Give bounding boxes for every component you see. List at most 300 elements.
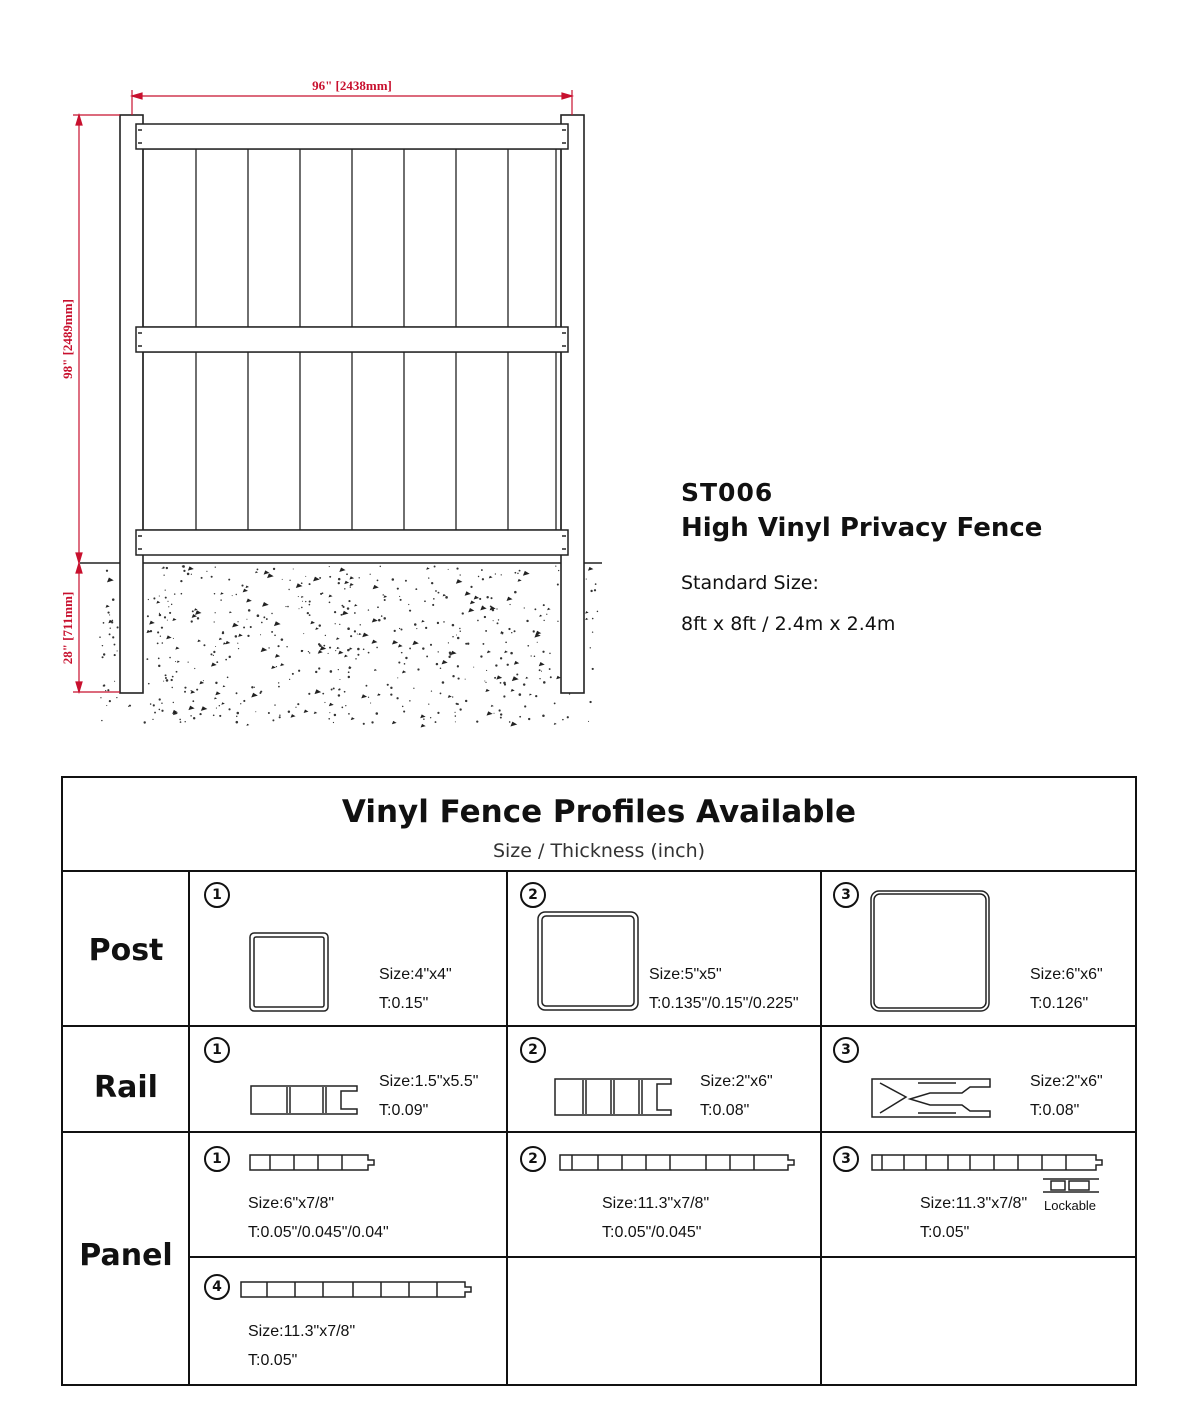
product-code: ST006 [681, 478, 774, 507]
gravel-speck [299, 608, 300, 609]
panel-3-spec [920, 1189, 1027, 1247]
gravel-speck [228, 579, 230, 581]
panel-3-thickness: T:0.05" [920, 1224, 970, 1241]
gravel-speck [197, 640, 201, 643]
gravel-speck [422, 647, 424, 649]
gravel-speck [529, 693, 532, 695]
gravel-speck [452, 696, 453, 697]
gravel-speck [392, 640, 398, 644]
rail-1-size: Size:1.5"x5.5" [379, 1073, 479, 1090]
gravel-speck [399, 628, 400, 629]
gravel-speck [414, 623, 417, 626]
gravel-speck [351, 717, 355, 720]
gravel-speck [549, 653, 550, 654]
gravel-speck [381, 615, 383, 617]
gravel-speck [465, 643, 467, 645]
gravel-speck [542, 715, 545, 718]
gravel-speck [107, 689, 109, 691]
gravel-speck [193, 717, 195, 719]
gravel-speck [554, 723, 557, 725]
gravel-speck [276, 666, 277, 667]
post-2-number: 2 [520, 882, 546, 908]
gravel-speck [172, 687, 173, 688]
gravel-speck [165, 590, 166, 591]
gravel-speck [274, 634, 276, 636]
gravel-speck [341, 707, 343, 709]
gravel-speck [595, 583, 597, 585]
gravel-speck [482, 578, 484, 580]
gravel-speck [232, 623, 239, 628]
gravel-speck [348, 671, 350, 673]
gravel-speck [307, 612, 309, 614]
gravel-speck [349, 667, 351, 669]
gravel-speck [500, 682, 502, 684]
gravel-speck [161, 703, 162, 704]
gravel-speck [199, 713, 201, 715]
gravel-speck [169, 612, 171, 614]
gravel-speck [219, 715, 221, 717]
gravel-speck [309, 600, 311, 602]
gravel-speck [227, 677, 229, 679]
gravel-speck [478, 576, 479, 577]
gravel-speck [328, 653, 329, 654]
gravel-speck [412, 641, 418, 646]
gravel-speck [597, 611, 599, 613]
gravel-speck [303, 633, 304, 634]
gravel-speck [255, 711, 256, 712]
gravel-speck [288, 589, 289, 590]
gravel-speck [286, 646, 287, 647]
gravel-speck [457, 665, 459, 667]
gravel-speck [338, 689, 339, 690]
gravel-speck [163, 681, 164, 682]
gravel-speck [416, 628, 417, 629]
gravel-speck [274, 621, 281, 626]
gravel-speck [590, 647, 591, 648]
gravel-speck [409, 648, 411, 650]
gravel-speck [338, 651, 343, 655]
post-3-thickness: T:0.126" [1030, 995, 1089, 1012]
gravel-speck [152, 719, 153, 720]
gravel-speck [452, 675, 454, 677]
gravel-speck [105, 690, 106, 691]
gravel-speck [102, 645, 103, 646]
gravel-speck [366, 685, 368, 687]
gravel-speck [298, 596, 299, 597]
gravel-speck [592, 668, 594, 670]
gravel-speck [161, 627, 163, 629]
standard-size-label: Standard Size: [681, 572, 819, 594]
gravel-speck [254, 687, 255, 688]
gravel-speck [546, 614, 547, 615]
gravel-speck [361, 694, 367, 698]
gravel-speck [392, 578, 395, 581]
gravel-speck [517, 573, 518, 574]
row-label-panel: Panel [79, 1238, 173, 1273]
gravel-speck [374, 669, 377, 671]
gravel-speck [376, 647, 378, 649]
gravel-speck [313, 577, 320, 582]
gravel-speck [176, 671, 178, 673]
gravel-speck [555, 566, 556, 567]
gravel-speck [405, 657, 407, 659]
gravel-speck [383, 595, 387, 598]
panel-4-profile [239, 1280, 475, 1300]
gravel-speck [405, 580, 407, 582]
gravel-speck [295, 707, 296, 708]
gravel-speck [399, 596, 400, 597]
gravel-speck [339, 679, 340, 680]
gravel-speck [508, 628, 510, 630]
gravel-speck [362, 633, 369, 638]
top-rail [136, 124, 568, 149]
gravel-speck [191, 690, 192, 691]
gravel-speck [438, 592, 440, 594]
gravel-speck [289, 679, 290, 680]
gravel-speck [534, 608, 536, 610]
gravel-speck [511, 689, 515, 692]
gravel-speck [322, 693, 324, 695]
gravel-speck [470, 586, 472, 588]
gravel-speck [510, 722, 517, 727]
gravel-speck [523, 683, 525, 685]
gravel-speck [166, 679, 169, 682]
gravel-speck [541, 671, 542, 672]
gravel-speck [359, 577, 360, 578]
gravel-speck [516, 673, 518, 675]
gravel-speck [524, 705, 526, 707]
gravel-speck [460, 630, 461, 631]
gravel-speck [495, 573, 496, 574]
gravel-speck [246, 598, 252, 602]
gravel-speck [109, 614, 110, 615]
gravel-speck [512, 676, 519, 681]
gravel-speck [203, 680, 204, 681]
gravel-speck [503, 682, 506, 685]
gravel-speck [588, 721, 589, 722]
panel-3-size: Size:11.3"x7/8" [920, 1195, 1028, 1212]
gravel-speck [153, 704, 155, 706]
gravel-speck [430, 644, 432, 646]
post-3-spec [1030, 960, 1103, 1018]
gravel-speck [510, 652, 513, 655]
gravel-speck [182, 565, 185, 568]
gravel-speck [397, 677, 398, 678]
gravel-speck [443, 594, 446, 596]
gravel-speck [99, 636, 101, 638]
right-post [561, 115, 584, 693]
gravel-speck [197, 617, 199, 619]
gravel-speck [236, 594, 237, 595]
gravel-speck [214, 697, 217, 699]
rail-2-thickness: T:0.08" [700, 1102, 750, 1119]
gravel-speck [467, 643, 469, 645]
gravel-speck [129, 705, 131, 707]
gravel-speck [289, 580, 290, 581]
gravel-speck [185, 721, 186, 722]
gravel-speck [413, 688, 414, 689]
gravel-speck [267, 573, 274, 578]
gravel-speck [194, 608, 198, 611]
gravel-speck [470, 600, 475, 604]
gravel-speck [468, 608, 474, 612]
gravel-speck [166, 567, 168, 569]
gravel-speck [519, 716, 521, 718]
gravel-speck [350, 586, 351, 587]
gravel-speck [498, 619, 499, 620]
gravel-speck [431, 691, 432, 692]
gravel-speck [308, 693, 310, 695]
gravel-speck [232, 595, 233, 596]
gravel-speck [373, 585, 379, 589]
gravel-speck [246, 619, 247, 620]
gravel-speck [159, 595, 160, 596]
gravel-speck [148, 599, 149, 600]
rail-2-profile [553, 1077, 675, 1119]
gravel-speck [371, 721, 373, 723]
gravel-speck [301, 607, 303, 609]
gravel-speck [524, 607, 525, 608]
gravel-speck [456, 568, 458, 570]
gravel-speck [339, 567, 345, 571]
gravel-speck [279, 716, 281, 718]
gravel-speck [543, 620, 544, 621]
gravel-speck [392, 721, 397, 724]
gravel-speck [344, 588, 345, 589]
gravel-speck [192, 614, 197, 618]
gravel-speck [457, 637, 460, 640]
gravel-speck [533, 630, 535, 632]
gravel-speck [159, 698, 161, 700]
gravel-speck [305, 576, 306, 577]
gravel-speck [489, 576, 493, 579]
gravel-speck [357, 634, 358, 635]
gravel-speck [426, 656, 428, 658]
gravel-speck [500, 717, 502, 719]
gravel-speck [106, 570, 108, 572]
gravel-speck [455, 721, 456, 722]
gravel-speck [291, 714, 296, 718]
gravel-speck [526, 620, 528, 622]
gravel-speck [315, 671, 317, 673]
post-1-spec [379, 960, 452, 1018]
gravel-speck [107, 612, 109, 614]
gravel-speck [449, 652, 452, 655]
panel-1-profile [248, 1153, 378, 1173]
gravel-speck [500, 657, 502, 659]
gravel-speck [159, 614, 161, 616]
upper-panel [143, 143, 561, 333]
gravel-speck [273, 568, 275, 570]
gravel-speck [106, 705, 107, 706]
gravel-speck [437, 622, 439, 624]
gravel-speck [236, 712, 239, 715]
gravel-speck [376, 712, 379, 715]
gravel-speck [243, 626, 245, 628]
gravel-speck [558, 570, 559, 571]
gravel-speck [443, 621, 445, 623]
rail-2-number: 2 [520, 1037, 546, 1063]
gravel-speck [103, 685, 105, 687]
product-name: High Vinyl Privacy Fence [681, 513, 1043, 543]
fence-elevation-drawing [0, 0, 640, 740]
gravel-speck [454, 712, 455, 713]
post-3-number: 3 [833, 882, 859, 908]
gravel-speck [301, 582, 303, 584]
panel-1-spec [248, 1189, 389, 1247]
post-6x6-profile [870, 890, 992, 1014]
gravel-speck [238, 648, 239, 649]
gravel-speck [397, 588, 399, 590]
gravel-speck [485, 689, 489, 692]
gravel-speck [404, 663, 406, 665]
width-dimension-label: 96" [2438mm] [312, 78, 392, 93]
panel-4-size: Size:11.3"x7/8" [248, 1323, 356, 1340]
gravel-speck [158, 665, 160, 667]
gravel-speck [237, 621, 238, 622]
gravel-speck [349, 576, 354, 579]
panel-2-profile [558, 1153, 798, 1173]
gravel-speck [514, 572, 516, 574]
rail-1-thickness: T:0.09" [379, 1102, 429, 1119]
gravel-speck [462, 612, 464, 614]
gravel-speck [298, 670, 300, 672]
gravel-speck [359, 633, 362, 635]
gravel-speck [501, 633, 503, 635]
gravel-speck [171, 679, 173, 681]
gravel-speck [169, 657, 171, 659]
gravel-speck [484, 616, 486, 618]
gravel-speck [274, 704, 275, 705]
gravel-speck [549, 668, 551, 670]
gravel-speck [505, 641, 507, 643]
gravel-speck [215, 612, 216, 613]
gravel-speck [401, 652, 403, 654]
gravel-speck [324, 702, 325, 703]
gravel-speck [518, 579, 522, 582]
gravel-speck [348, 713, 350, 715]
gravel-speck [465, 679, 466, 680]
gravel-speck [398, 661, 400, 663]
gravel-speck [163, 567, 165, 569]
gravel-speck [192, 700, 194, 702]
gravel-speck [585, 618, 588, 620]
rail-3-thickness: T:0.08" [1030, 1102, 1080, 1119]
panel-2-thickness: T:0.05"/0.045" [602, 1224, 702, 1241]
gravel-speck [261, 622, 263, 624]
gravel-speck [334, 611, 336, 613]
gravel-speck [301, 596, 304, 598]
gravel-speck [167, 620, 168, 621]
gravel-speck [157, 631, 159, 633]
gravel-speck [187, 573, 190, 576]
gravel-speck [199, 681, 204, 684]
gravel-speck [334, 714, 336, 716]
gravel-speck [203, 644, 205, 646]
bottom-rail [136, 530, 568, 555]
gravel-speck [335, 650, 336, 651]
gravel-speck [554, 702, 556, 704]
gravel-speck [329, 566, 330, 567]
gravel-speck [318, 667, 320, 669]
gravel-speck [263, 616, 265, 618]
gravel-speck [344, 655, 348, 658]
gravel-speck [347, 627, 350, 630]
gravel-speck [499, 709, 501, 711]
gravel-speck [195, 610, 201, 615]
gravel-speck [159, 709, 161, 711]
gravel-speck [114, 644, 116, 646]
gravel-speck [348, 676, 350, 678]
gravel-speck [585, 611, 588, 613]
row-label-post: Post [88, 933, 164, 968]
gravel-speck [320, 593, 322, 595]
gravel-speck [448, 642, 449, 643]
gravel-speck [329, 712, 330, 713]
gravel-speck [428, 577, 429, 578]
gravel-speck [318, 650, 323, 654]
gravel-speck [494, 677, 496, 679]
gravel-speck [458, 677, 460, 679]
gravel-speck [117, 626, 119, 628]
gravel-speck [368, 652, 370, 654]
gravel-speck [435, 721, 437, 723]
post-1-thickness: T:0.15" [379, 995, 429, 1012]
gravel-speck [160, 636, 161, 637]
gravel-speck [380, 566, 381, 567]
gravel-speck [363, 648, 365, 650]
gravel-speck [425, 627, 427, 629]
gravel-speck [257, 568, 259, 570]
gravel-speck [302, 650, 303, 651]
gravel-speck [333, 687, 335, 689]
gravel-speck [211, 663, 217, 667]
gravel-speck [329, 647, 331, 649]
gravel-speck [588, 567, 593, 571]
post-5x5-profile [537, 911, 641, 1013]
gravel-speck [102, 656, 104, 658]
gravel-speck [188, 566, 194, 570]
gravel-speck [278, 682, 279, 683]
gravel-speck [308, 651, 309, 652]
gravel-speck [567, 716, 569, 718]
grid-line [820, 870, 822, 1385]
gravel-speck [539, 662, 545, 666]
gravel-speck [168, 606, 169, 607]
gravel-speck [107, 577, 114, 582]
gravel-speck [184, 691, 186, 693]
gravel-speck [109, 700, 111, 702]
gravel-speck [338, 669, 339, 670]
gravel-speck [109, 633, 111, 635]
gravel-speck [172, 676, 174, 678]
gravel-speck [431, 582, 433, 584]
gravel-speck [408, 604, 409, 605]
gravel-speck [354, 612, 356, 614]
gravel-speck [368, 609, 369, 610]
gravel-speck [264, 570, 270, 574]
gravel-speck [128, 706, 129, 707]
gravel-speck [215, 566, 216, 567]
gravel-speck [304, 710, 309, 713]
gravel-speck [481, 569, 483, 571]
gravel-speck [338, 578, 341, 581]
gravel-speck [268, 712, 270, 714]
gravel-speck [251, 686, 253, 688]
gravel-speck [261, 647, 268, 652]
gravel-speck [448, 695, 452, 698]
gravel-speck [329, 703, 334, 706]
